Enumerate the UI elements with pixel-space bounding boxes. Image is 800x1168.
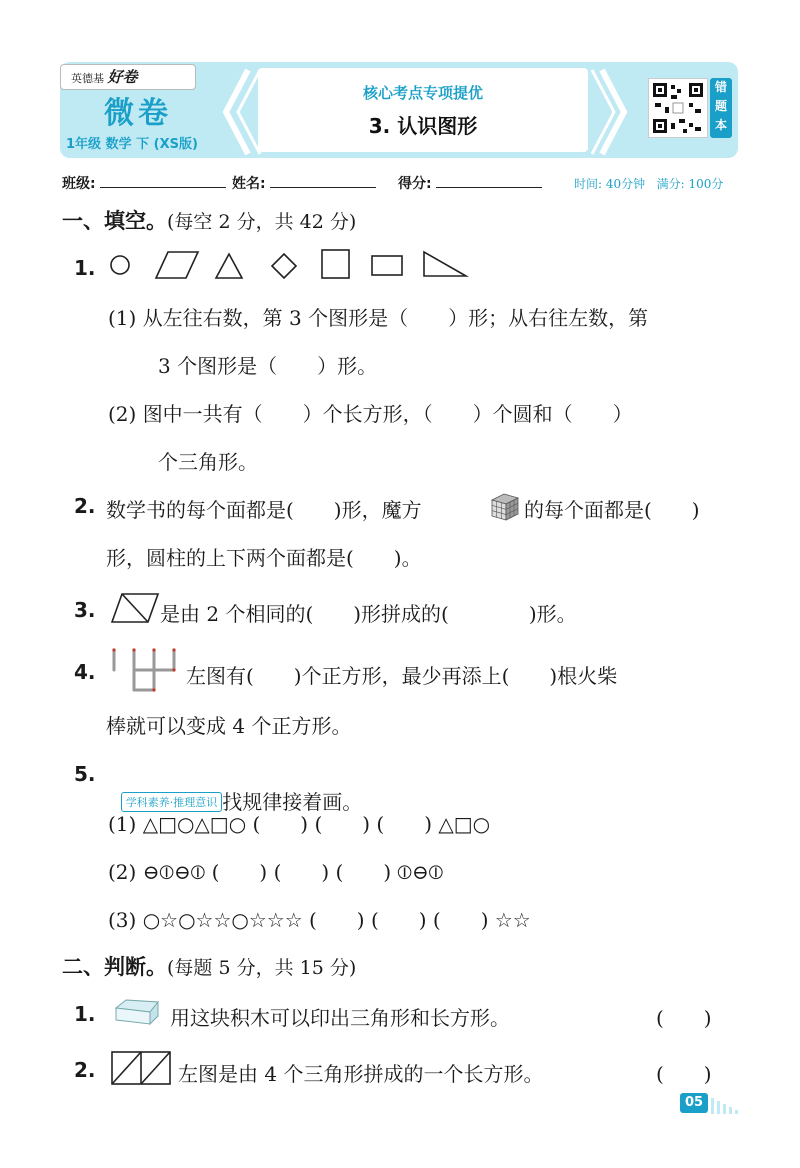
section-one-title: 一、填空。 bbox=[62, 209, 167, 233]
full-score: 满分: 100分 bbox=[656, 177, 724, 191]
worksheet-subtitle: 1年级 数学 下 (XS版) bbox=[66, 137, 198, 152]
q1-sub1-line-b: 3 个图形是（ ）形。 bbox=[158, 354, 378, 378]
q5-row-1: (1) △□○△□○ ( ) ( ) ( ) △□○ bbox=[108, 812, 491, 836]
section-two-heading bbox=[62, 951, 356, 981]
brand-logo bbox=[60, 64, 196, 90]
brand-strong: 好卷 bbox=[107, 68, 138, 86]
judge-1-answer[interactable]: ( ) bbox=[656, 1006, 712, 1030]
q5-row-3: (3) ○☆○☆☆○☆☆☆ ( ) ( ) ( ) ☆☆ bbox=[108, 908, 531, 932]
section-one-note: (每空 2 分，共 42 分) bbox=[167, 211, 357, 233]
rectangle-triangles-figure bbox=[110, 1050, 172, 1086]
worksheet-title: 微卷 bbox=[104, 96, 172, 131]
judge-1-text: 用这块积木可以印出三角形和长方形。 bbox=[170, 1006, 510, 1030]
circle-shape bbox=[111, 256, 129, 274]
q5-text: 找规律接着画。 bbox=[222, 790, 363, 814]
bars-decoration-icon bbox=[710, 1096, 740, 1114]
section-one-heading bbox=[62, 205, 356, 235]
q4-line-b: 棒就可以变成 4 个正方形。 bbox=[106, 714, 352, 738]
class-label: 班级: bbox=[62, 176, 96, 192]
q1-sub2-line-b: 个三角形。 bbox=[158, 450, 258, 474]
shapes-row bbox=[104, 244, 474, 284]
q5-row-2: (2) ⊖⦶⊖⦶ ( ) ( ) ( ) ⦶⊖⦶ bbox=[108, 860, 444, 884]
time-limit: 时间: 40分钟 bbox=[574, 177, 646, 191]
literacy-tag: 学科素养·推理意识 bbox=[121, 792, 223, 812]
q4-line-a: 左图有( )个正方形，最少再添上( )根火柴 bbox=[186, 664, 618, 688]
rectangle-shape bbox=[372, 256, 402, 275]
question-5-number: 5. bbox=[74, 762, 96, 786]
score-blank[interactable] bbox=[436, 173, 542, 188]
qr-code-icon bbox=[648, 78, 708, 138]
score-field[interactable] bbox=[398, 173, 542, 193]
error-book-tab: 错题本 bbox=[710, 78, 732, 138]
name-label: 姓名: bbox=[232, 176, 266, 192]
square-shape bbox=[322, 250, 349, 278]
page-number: 05 bbox=[680, 1093, 708, 1113]
left-chevron-icon bbox=[218, 64, 262, 160]
topic-tag: 核心考点专项提优 bbox=[362, 84, 483, 102]
q2-line-a1: 数学书的每个面都是( )形，魔方 bbox=[106, 498, 422, 522]
rubiks-cube-icon bbox=[488, 490, 522, 522]
parallelogram-shape bbox=[156, 252, 198, 278]
class-blank[interactable] bbox=[100, 173, 226, 188]
judge-2-number: 2. bbox=[74, 1058, 96, 1082]
q2-line-a2: 的每个面都是( ) bbox=[524, 498, 700, 522]
triangle-shape bbox=[216, 254, 242, 278]
name-field[interactable] bbox=[232, 173, 376, 193]
judge-1-number: 1. bbox=[74, 1002, 96, 1026]
topic-title: 3. 认识图形 bbox=[368, 114, 478, 138]
time-score-info bbox=[574, 175, 723, 192]
score-label: 得分: bbox=[398, 176, 432, 192]
question-2-number: 2. bbox=[74, 494, 96, 518]
question-4-number: 4. bbox=[74, 660, 96, 684]
judge-2-answer[interactable]: ( ) bbox=[656, 1062, 712, 1086]
section-two-title: 二、判断。 bbox=[62, 955, 167, 979]
question-1-number: 1. bbox=[74, 256, 96, 280]
q1-sub1-line-a: (1) 从左往右数，第 3 个图形是（ ）形；从右往左数，第 bbox=[108, 306, 649, 330]
judge-2-text: 左图是由 4 个三角形拼成的一个长方形。 bbox=[178, 1062, 544, 1086]
right-chevron-icon bbox=[588, 64, 632, 160]
q3-text: 是由 2 个相同的( )形拼成的( )形。 bbox=[160, 602, 577, 626]
q1-sub2-line-a: (2) 图中一共有（ ）个长方形，（ ）个圆和（ ） bbox=[108, 402, 633, 426]
split-parallelogram-figure bbox=[110, 592, 160, 624]
triangular-prism-block-icon bbox=[110, 996, 162, 1030]
section-two-note: (每题 5 分，共 15 分) bbox=[167, 957, 357, 979]
name-blank[interactable] bbox=[270, 173, 376, 188]
diamond-square-shape bbox=[272, 254, 296, 278]
matchstick-figure bbox=[110, 646, 182, 698]
brand-name: 英德基 bbox=[71, 72, 104, 85]
question-3-number: 3. bbox=[74, 598, 96, 622]
class-field[interactable] bbox=[62, 173, 226, 193]
q2-line-b: 形，圆柱的上下两个面都是( )。 bbox=[106, 546, 422, 570]
right-triangle-shape bbox=[424, 252, 466, 276]
